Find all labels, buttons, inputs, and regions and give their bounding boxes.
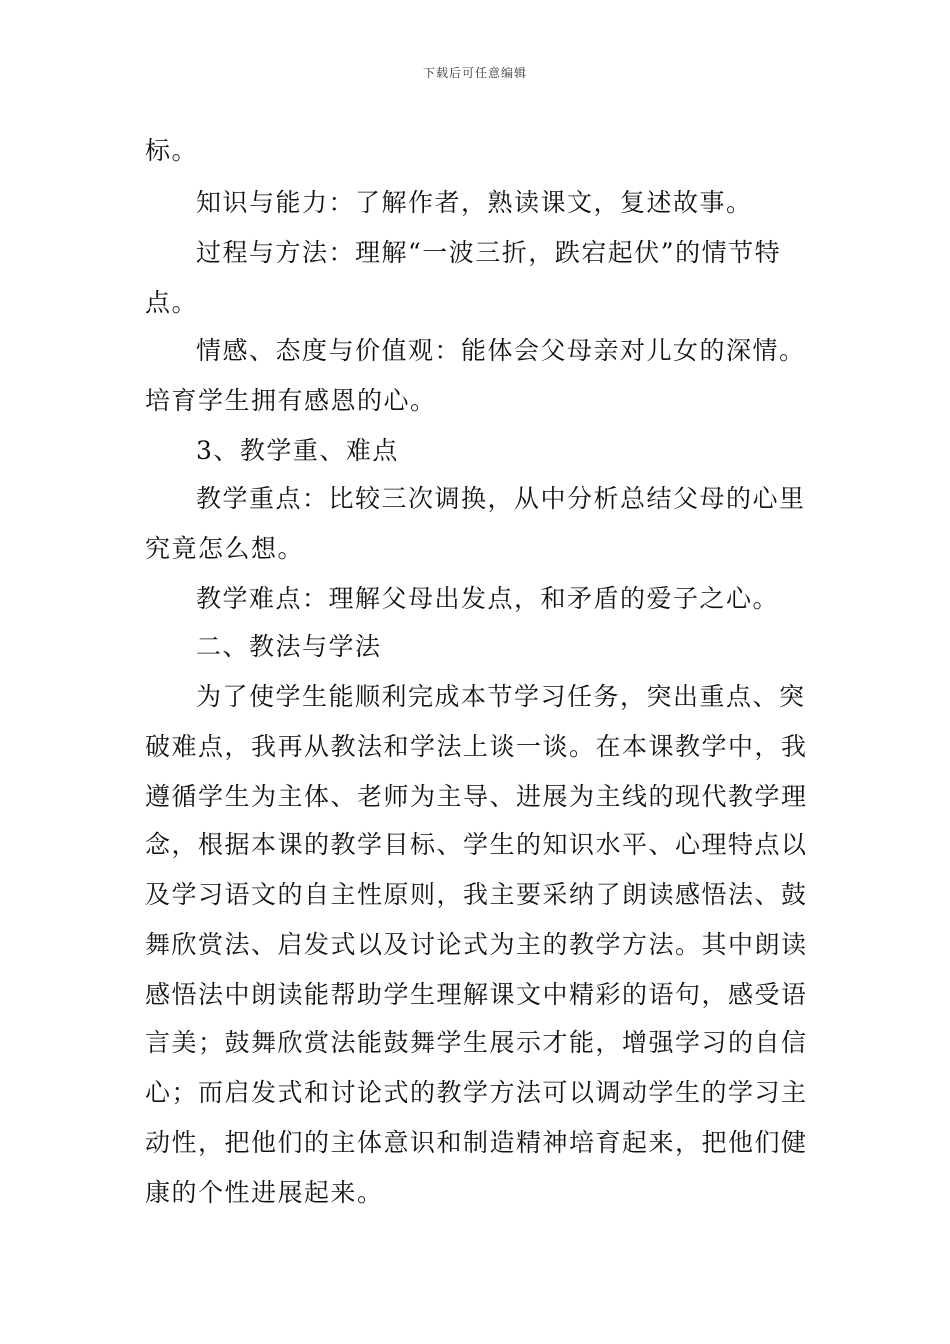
page-header: 下载后可任意编辑 (422, 66, 527, 80)
text-line: 心；而启发式和讨论式的教学方法可以调动学生的学习主 (145, 1078, 808, 1107)
text-line: 培育学生拥有感恩的心。 (145, 386, 437, 415)
text-line: 过程与方法：理解“一波三折，跌宕起伏”的情节特 (196, 238, 782, 267)
text-line: 究竟怎么想。 (145, 534, 305, 563)
text-line: 言美；鼓舞欣赏法能鼓舞学生展示才能，增强学习的自信 (145, 1028, 808, 1057)
text-line: 知识与能力：了解作者，熟读课文，复述故事。 (196, 188, 753, 217)
section-heading: 二、教法与学法 (196, 632, 382, 661)
text-line: 及学习语文的自主性原则，我主要采纳了朗读感悟法、鼓 (145, 880, 808, 909)
text-line: 康的个性进展起来。 (145, 1178, 384, 1207)
text-line: 遵循学生为主体、老师为主导、进展为主线的现代教学理 (145, 782, 808, 811)
text-line: 感悟法中朗读能帮助学生理解课文中精彩的语句，感受语 (145, 980, 808, 1009)
text-line: 为了使学生能顺利完成本节学习任务，突出重点、突 (196, 682, 806, 711)
text-line: 情感、态度与价值观：能体会父母亲对儿女的深情。 (196, 336, 806, 365)
text-line: 教学重点：比较三次调换，从中分析总结父母的心里 (196, 484, 806, 513)
text-line: 舞欣赏法、启发式以及讨论式为主的教学方法。其中朗读 (145, 930, 808, 959)
text-line: 标。 (145, 136, 199, 165)
section-heading: 3、教学重、难点 (196, 436, 399, 465)
text-line: 教学难点：理解父母出发点，和矛盾的爱子之心。 (196, 584, 780, 613)
text-line: 破难点，我再从教法和学法上谈一谈。在本课教学中，我 (145, 732, 808, 761)
text-line: 动性，把他们的主体意识和制造精神培育起来，把他们健 (145, 1128, 808, 1157)
text-line: 点。 (145, 288, 199, 317)
text-line: 念，根据本课的教学目标、学生的知识水平、心理特点以 (145, 830, 808, 859)
